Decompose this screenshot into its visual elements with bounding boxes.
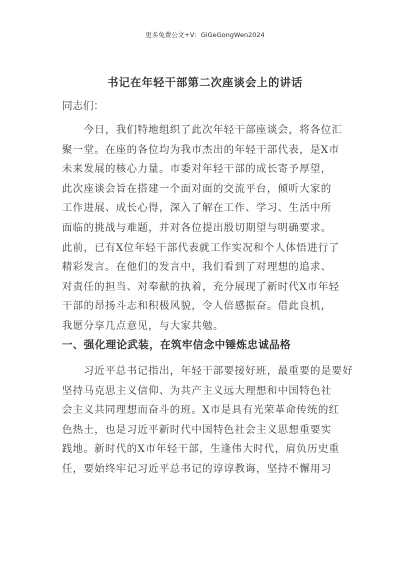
section-heading-1: 一、强化理论武装，在筑牢信念中锤炼忠诚品格 <box>62 339 291 351</box>
salutation: 同志们： <box>62 100 104 112</box>
header-note: 更多免费公文+V：GiGeGongWen2024 <box>145 31 265 39</box>
paragraph-line: 工作进展、成长心得，深入了解在工作、学习、生活中所 <box>62 203 332 215</box>
paragraph-line: 任，要始终牢记习近平总书记的谆谆教诲，坚持不懈用习 <box>62 463 332 475</box>
paragraph-line: 此前，已有X位年轻干部代表就工作实况和个人体悟进行了 <box>62 242 340 254</box>
paragraph-line: 我愿分享几点意见，与大家共勉。 <box>62 320 224 332</box>
paragraph-line: 干部的昂扬斗志和积极风貌，令人倍感振奋。借此良机， <box>62 301 332 313</box>
paragraph-line: 今日，我们特地组织了此次年轻干部座谈会，将各位汇 <box>62 125 343 136</box>
paragraph-line: 坚持马克思主义信仰、为共产主义远大理想和中国特色社 <box>62 385 332 397</box>
paragraph-line: 此次座谈会旨在搭建一个面对面的交流平台，倾听大家的 <box>62 183 332 195</box>
paragraph-line: 色热土，也是习近平新时代中国特色社会主义思想重要实 <box>62 424 332 436</box>
document-title: 书记在年轻干部第二次座谈会上的讲话 <box>107 76 303 89</box>
paragraph-line: 精彩发言。在他们的发言中，我们看到了对理想的追求、 <box>62 262 332 274</box>
paragraph-line: 会主义共同理想而奋斗的班。X市是具有光荣革命传统的红 <box>62 405 340 417</box>
paragraph-2 <box>62 362 354 480</box>
paragraph-line: 对责任的担当、对奉献的执着，充分展现了新时代X市年轻 <box>62 281 340 293</box>
paragraph-line: 践地。新时代的X市年轻干部，生逢伟大时代，肩负历史重 <box>62 444 340 456</box>
paragraph-line: 面临的挑战与难题，并对各位提出殷切期望与明确要求。 <box>62 222 332 234</box>
paragraph-1 <box>62 121 354 337</box>
paragraph-line: 未来发展的核心力量。市委对年轻干部的成长寄予厚望， <box>62 164 332 176</box>
paragraph-line: 聚一堂。在座的各位均为我市杰出的年轻干部代表，是X市 <box>62 144 340 156</box>
paragraph-line: 习近平总书记指出，年轻干部要接好班，最重要的是要好 <box>62 366 354 377</box>
